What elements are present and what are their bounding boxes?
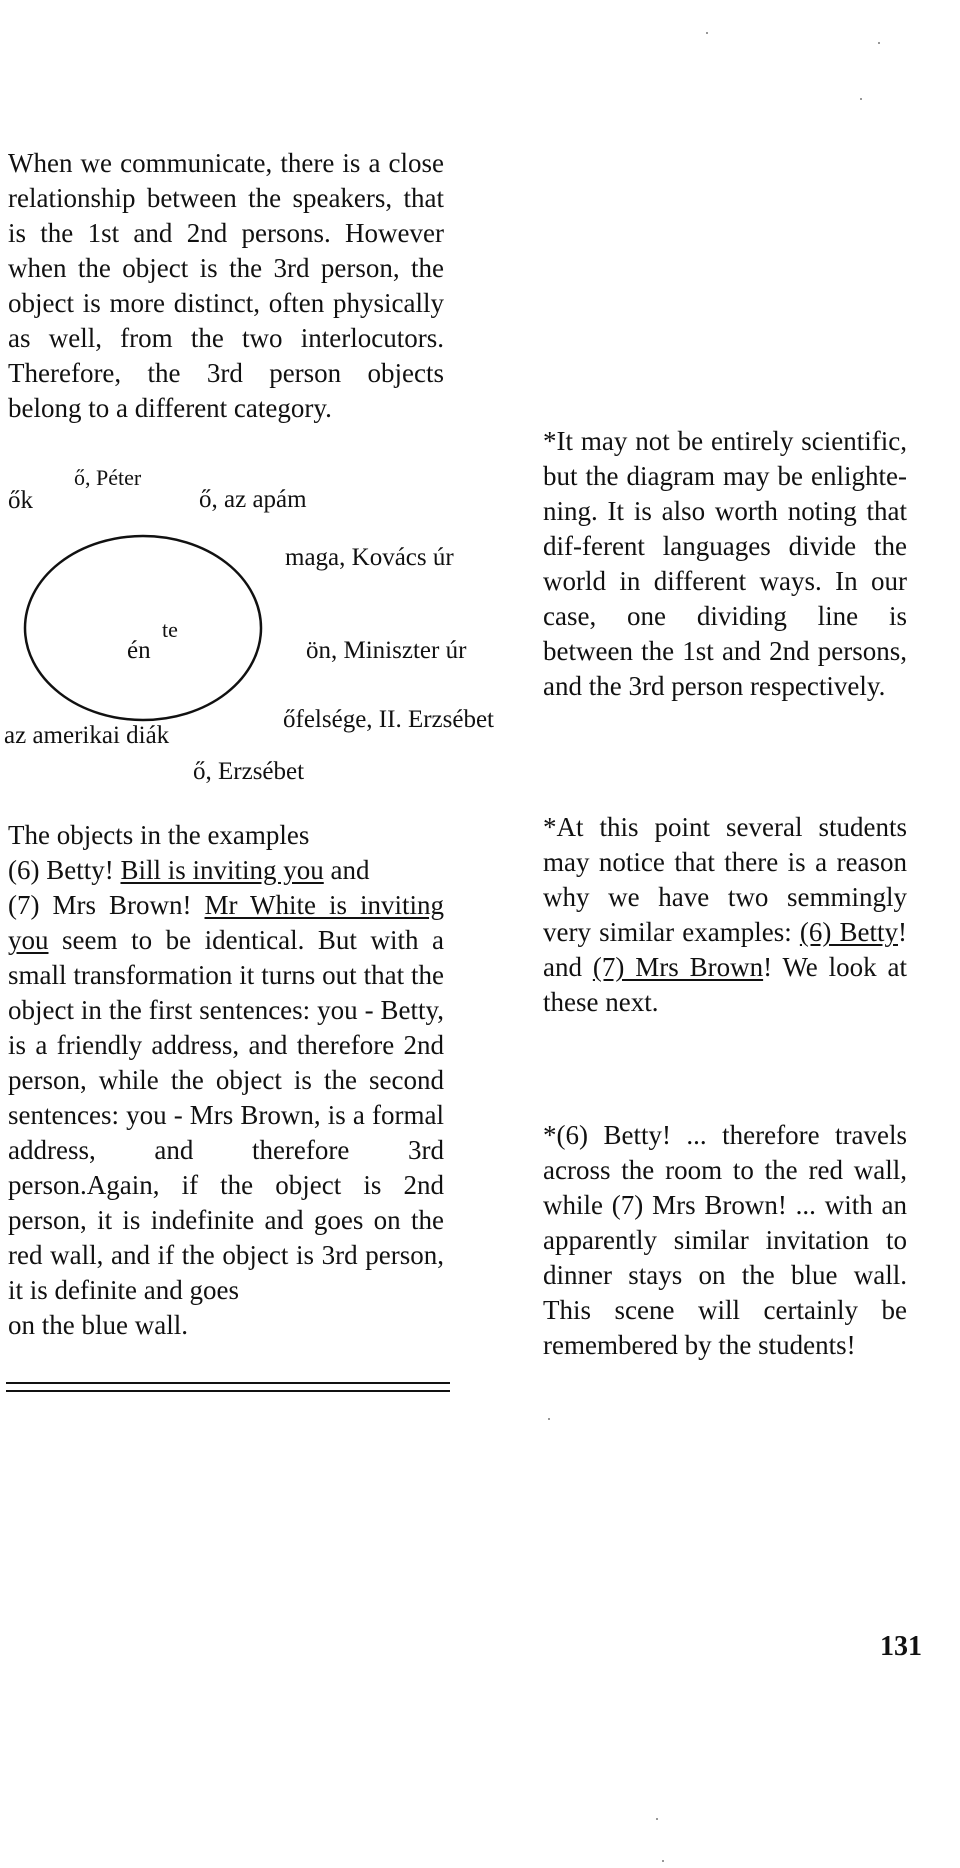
examples-intro: The objects in the examples [8,820,310,850]
scan-speck [706,32,708,34]
person-diagram [0,460,540,790]
example-7-prefix: (7) Mrs Brown! [8,890,205,920]
examples-paragraph [8,818,444,1343]
explanation-text: But with a small transformation it turns out that the object in the first sentences: you - Betty, is a friendly address, and therefore 2nd person, while the object is the second sentences: you - Mrs Brown, is a formal address, and therefore 3rd person.Again, if the object is 2nd person, it is indefinite and goes on the red wall, and if the object is 3rd person, it is definite and goes [8,925,444,1305]
note-2-ref-mrs-brown: (7) Mrs Brown [592,952,764,982]
note-2-ref-betty: (6) Betty [799,917,898,947]
example-7-underlined: Mr White is inviting you [8,890,445,955]
scan-speck [860,98,862,100]
diagram-ellipse [25,536,261,720]
label-maga-kovacs: maga, Kovács úr [285,544,454,571]
explanation-end: on the blue wall. [8,1310,188,1340]
label-en: én [127,637,151,664]
page-number: 131 [880,1631,922,1662]
label-on-miniszter: ön, Miniszter úr [306,637,467,664]
scan-speck [662,1860,664,1862]
note-2-paragraph [543,810,907,1020]
scan-speck [878,42,880,44]
explanation-end-line [8,1308,444,1343]
example-7 [8,888,444,1308]
scan-speck [548,1418,550,1420]
label-az-amerikai-diak: az amerikai diák [4,722,170,749]
note-2-mid: ! and [543,917,907,982]
label-o-az-apam: ő, az apám [199,486,307,513]
label-o-peter: ő, Péter [74,465,142,490]
intro-paragraph [8,146,444,426]
margin-note-1 [543,424,907,704]
label-ok: ők [8,487,33,514]
example-6-underlined: Bill is inviting you [120,855,324,885]
margin-note-2 [543,810,907,1020]
note-2-end: ! We look at these next. [543,952,907,1017]
example-6-prefix: (6) Betty! [8,855,121,885]
example-6-suffix: and [323,855,370,885]
intro-text: When we communicate, there is a close relationship between the speakers, that is the 1st and 2nd persons. However when the object is the 3rd person, the object is more distinct, often physically as well, from the two interlocutors. Therefore, the 3rd person objects belong to a different category. [8,148,444,423]
example-7-suffix: seem to be identical. [48,925,305,955]
double-rule-divider [6,1382,450,1392]
label-ofelsege: őfelsége, II. Erzsébet [283,706,494,733]
margin-note-3 [543,1118,907,1363]
scan-speck [656,1818,658,1820]
label-te: te [162,617,178,642]
example-6 [8,853,444,888]
note-1-text: *It may not be entirely scientific, but the diagram may be enlighte-ning. It is also worth noting that dif-ferent languages divide the world in different ways. In our case, one dividing line is between the 1st and 2nd persons, and the 3rd person respectively. [543,426,907,701]
note-2-text: *At this point several students may notice that there is a reason why we have two semmingly very similar examples: [543,812,907,947]
note-3-text: *(6) Betty! ... therefore travels across the room to the red wall, while (7) Mrs Brown! ... with an apparently similar invitation to dinner stays on the blue wall. This scene will certainly be remembered by the students! [543,1120,907,1360]
label-o-erzsebet: ő, Erzsébet [193,758,305,785]
